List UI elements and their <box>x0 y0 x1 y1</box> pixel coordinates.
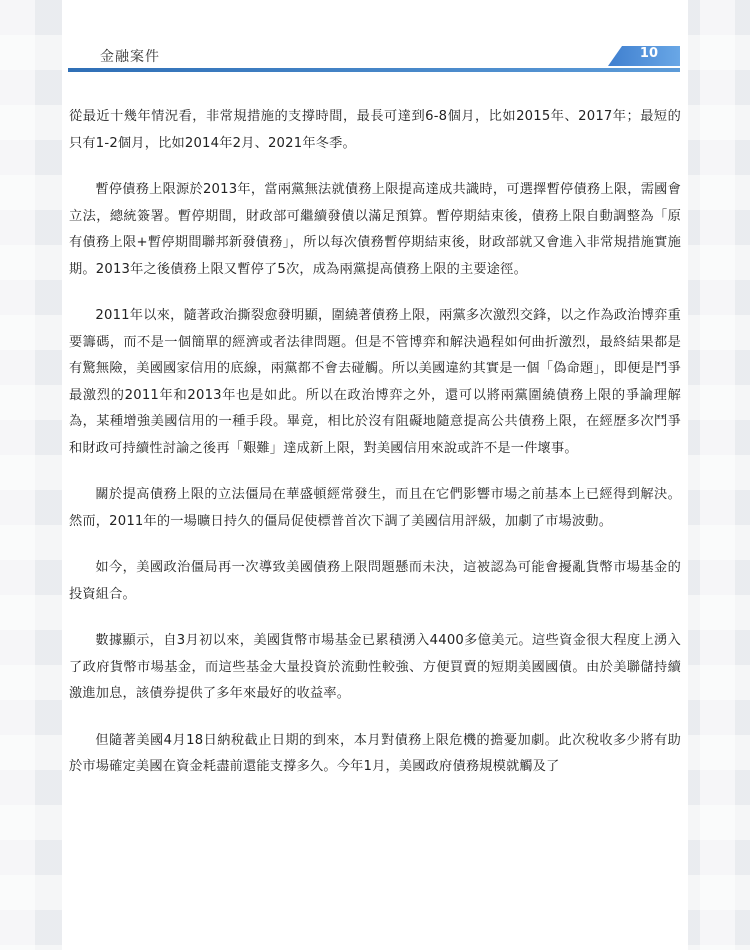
paragraph: 如今，美國政治僵局再一次導致美國債務上限問題懸而未決，這被認為可能會擾亂貨幣市場基金的投資組合。 <box>69 560 681 602</box>
section-title: 金融案件 <box>100 49 160 65</box>
paragraph: 2011年以來，隨著政治撕裂愈發明顯，圍繞著債務上限，兩黨多次激烈交鋒，以之作為政治博弈重要籌碼，而不是一個簡單的經濟或者法律問題。但是不管博弈和解決過程如何曲折激烈，最終結果都是有驚無險，美國國家信用的底線，兩黨都不會去碰觸。所以美國違約其實是一個「偽命題」，即便是鬥爭最激烈的2011年和2013年也是如此。所以在政治博弈之外，還可以將兩黨圍繞債務上限的爭論理解為，某種增強美國信用的一種手段。畢竟，相比於沒有阻礙地隨意提高公共債務上限，在經歷多次鬥爭和財政可持續性討論之後再「艱難」達成新上限，對美國信用來說或許不是一件壞事。 <box>69 308 681 456</box>
page-number: 10 <box>639 46 658 61</box>
paragraph: 關於提高債務上限的立法僵局在華盛頓經常發生，而且在它們影響市場之前基本上已經得到解決。然而，2011年的一場曠日持久的僵局促使標普首次下調了美國信用評級，加劇了市場波動。 <box>69 487 681 529</box>
page-header <box>68 44 680 74</box>
header-rule <box>68 68 680 72</box>
paragraph: 但隨著美國4月18日納稅截止日期的到來，本月對債務上限危機的擔憂加劇。此次稅收多少將有助於市場確定美國在資金耗盡前還能支撐多久。今年1月，美國政府債務規模就觸及了 <box>69 732 681 774</box>
paragraph: 暫停債務上限源於2013年，當兩黨無法就債務上限提高達成共識時，可選擇暫停債務上限，需國會立法，總統簽署。暫停期間，財政部可繼續發債以滿足預算。暫停期結束後，債務上限自動調整為「原有債務上限+暫停期間聯邦新發債務」，所以每次債務暫停期結束後，財政部就又會進入非常規措施實施期。2013年之後債務上限又暫停了5次，成為兩黨提高債務上限的主要途徑。 <box>69 182 681 277</box>
paragraph: 數據顯示，自3月初以來，美國貨幣市場基金已累積湧入4400多億美元。這些資金很大程度上湧入了政府貨幣市場基金，而這些基金大量投資於流動性較強、方便買賣的短期美國國債。由於美聯儲持續激進加息，該債券提供了多年來最好的收益率。 <box>69 633 681 701</box>
article-body <box>69 104 681 801</box>
paragraph: 從最近十幾年情況看，非常規措施的支撐時間，最長可達到6-8個月，比如2015年、2017年；最短的只有1-2個月，比如2014年2月、2021年冬季。 <box>69 109 681 151</box>
